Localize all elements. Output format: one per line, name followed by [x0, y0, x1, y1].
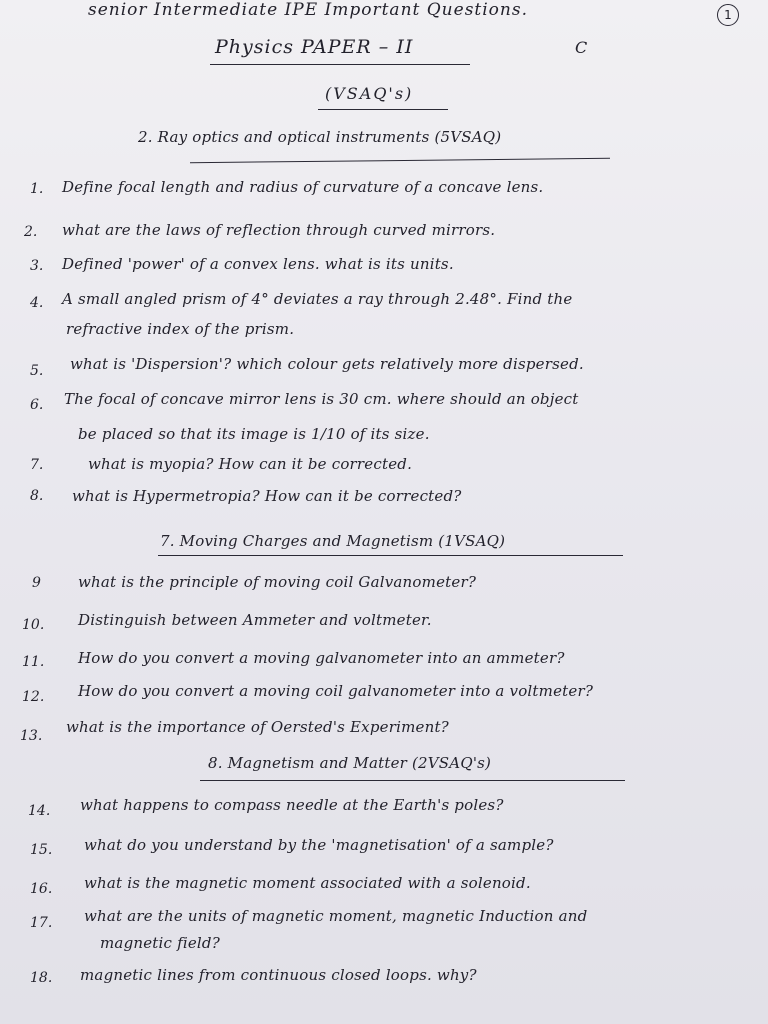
- question-text-continued: magnetic field?: [100, 934, 220, 952]
- section-heading-underline: [200, 780, 625, 781]
- question-number: 1.: [30, 181, 44, 197]
- question-number: 7.: [30, 457, 44, 473]
- section-heading: 2. Ray optics and optical instruments (5VSAQ): [138, 128, 502, 146]
- question-number: 13.: [20, 728, 43, 744]
- question-text-continued: refractive index of the prism.: [66, 320, 295, 338]
- question-text: what are the units of magnetic moment, magnetic Induction and: [84, 907, 588, 925]
- question-text-continued: be placed so that its image is 1/10 of its size.: [78, 425, 430, 443]
- question-number: 14.: [28, 803, 51, 819]
- question-number: 10.: [22, 617, 45, 633]
- question-text: magnetic lines from continuous closed loops. why?: [80, 966, 477, 984]
- question-number: 5.: [30, 363, 44, 379]
- section-heading: 7. Moving Charges and Magnetism (1VSAQ): [160, 532, 506, 550]
- question-text: what is 'Dispersion'? which colour gets relatively more dispersed.: [70, 355, 584, 373]
- question-text: what are the laws of reflection through curved mirrors.: [62, 221, 496, 239]
- question-number: 8.: [30, 488, 44, 504]
- question-number: 15.: [30, 842, 53, 858]
- question-text: Distinguish between Ammeter and voltmeter.: [78, 611, 432, 629]
- question-number: 11.: [22, 654, 45, 670]
- section-heading: 8. Magnetism and Matter (2VSAQ's): [208, 754, 492, 772]
- question-number: 16.: [30, 881, 53, 897]
- paper-title-underline: [210, 64, 470, 65]
- question-type: (VSAQ's): [325, 84, 414, 103]
- question-number: 3.: [30, 258, 44, 274]
- question-text: Defined 'power' of a convex lens. what is its units.: [62, 255, 454, 273]
- question-number: 17.: [30, 915, 53, 931]
- question-text: what is the importance of Oersted's Experiment?: [66, 718, 449, 736]
- question-text: what do you understand by the 'magnetisation' of a sample?: [84, 836, 554, 854]
- question-text: what is the magnetic moment associated with a solenoid.: [84, 874, 531, 892]
- question-text: what is myopia? How can it be corrected.: [88, 455, 413, 473]
- question-text: what is the principle of moving coil Galvanometer?: [78, 573, 477, 591]
- question-type-underline: [318, 109, 448, 110]
- question-number: 6.: [30, 397, 44, 413]
- page-header-title: senior Intermediate IPE Important Questions.: [88, 0, 528, 20]
- question-text: How do you convert a moving galvanometer into an ammeter?: [78, 649, 565, 667]
- question-number: 18.: [30, 970, 53, 986]
- question-text: How do you convert a moving coil galvanometer into a voltmeter?: [78, 682, 594, 700]
- question-number: 12.: [22, 689, 45, 705]
- page-number: 1: [717, 4, 739, 26]
- question-text: The focal of concave mirror lens is 30 cm. where should an object: [64, 390, 579, 408]
- question-text: Define focal length and radius of curvature of a concave lens.: [62, 178, 544, 196]
- question-text: what happens to compass needle at the Earth's poles?: [80, 796, 504, 814]
- paper-title: Physics PAPER – II: [215, 36, 414, 58]
- question-number: 2.: [24, 224, 38, 240]
- question-number: 9: [32, 575, 41, 591]
- question-text: what is Hypermetropia? How can it be corrected?: [72, 487, 462, 505]
- section-heading-underline: [190, 158, 610, 164]
- corner-mark: C: [575, 38, 588, 57]
- question-text: A small angled prism of 4° deviates a ray through 2.48°. Find the: [62, 290, 573, 308]
- section-heading-underline: [158, 555, 623, 556]
- question-number: 4.: [30, 295, 44, 311]
